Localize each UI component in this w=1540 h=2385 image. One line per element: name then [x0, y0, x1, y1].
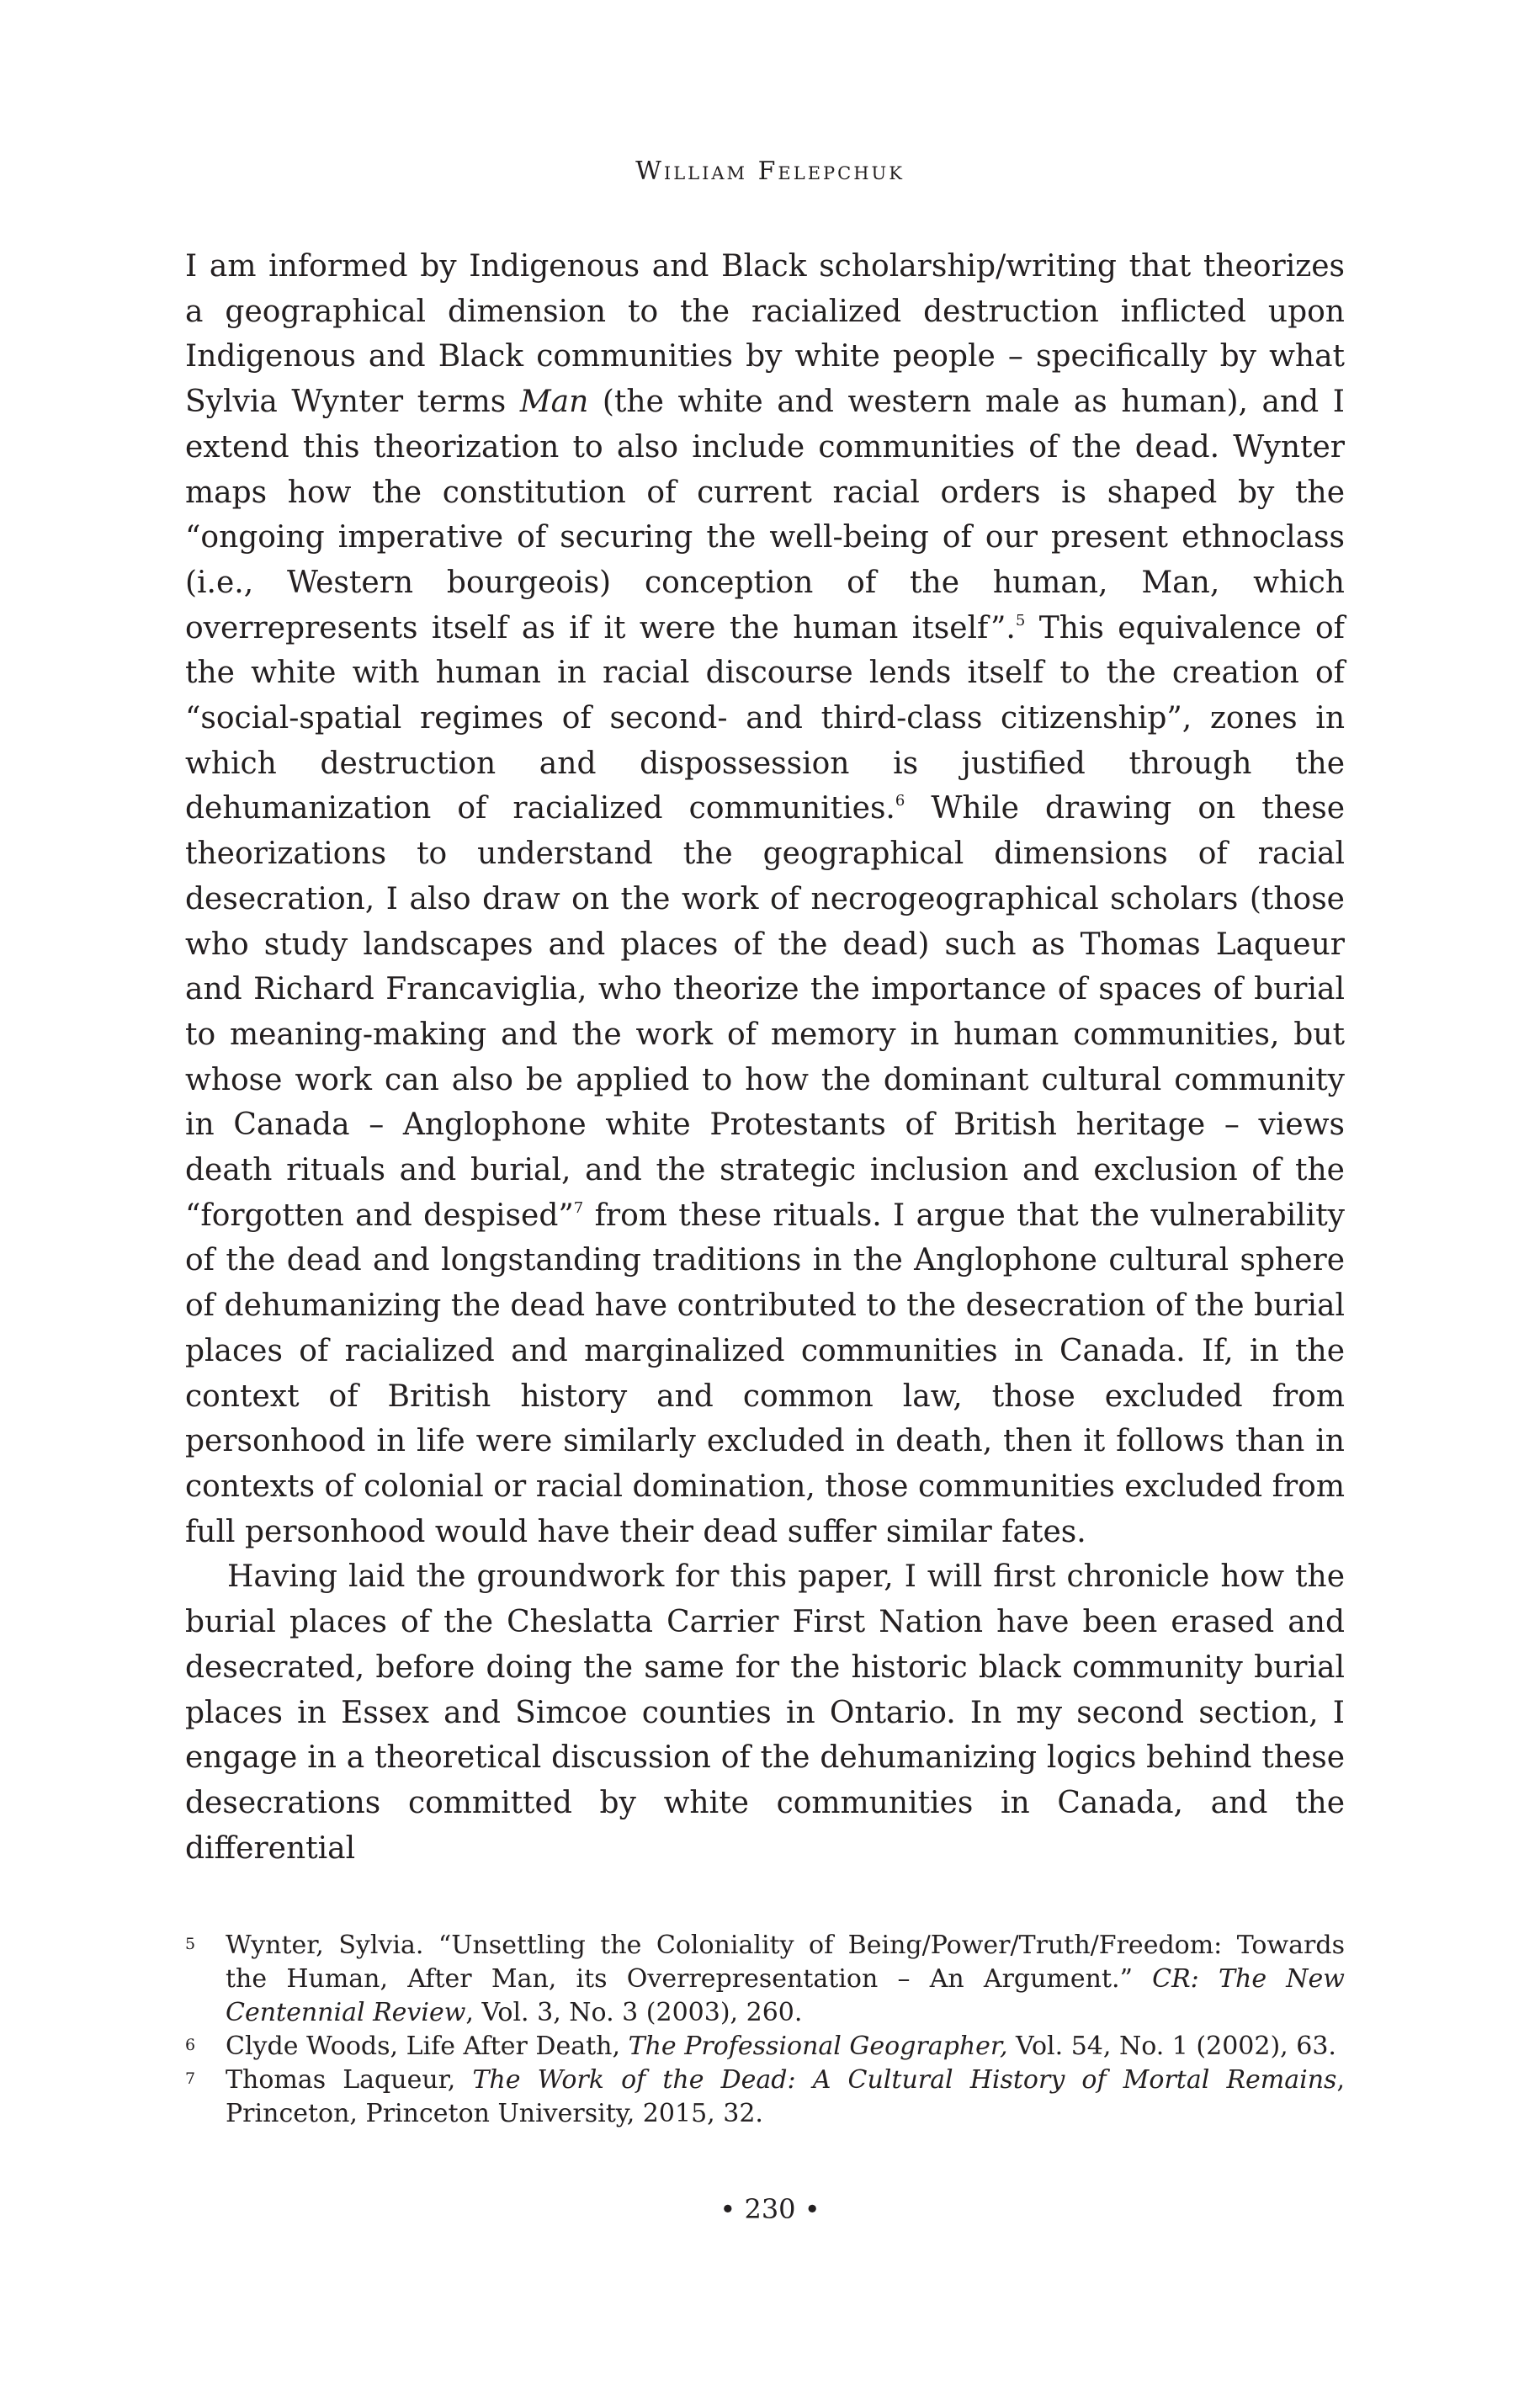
paragraph-1-text-b: (the white and western male as human), and I extend this theorization to also include communities of the dead. Wynter maps how the constitution of current racial orders is shaped by the “ongoing imperative of securing the well-being of our present ethnoclass (i.e., Western bourgeois) conception of the human, Man, which overrepresents itself as if it were the human itself”.	[185, 385, 1345, 645]
footnote-text: Wynter, Sylvia. “Unsettling the Coloniality of Being/Power/Truth/Freedom: Towards the Human, After Man, its Overrepresentation – An Argument.”	[226, 1931, 1345, 1994]
footnote-ref-6[interactable]: 6	[895, 792, 905, 810]
footnote-text: , Princeton, Princeton University, 2015, 32.	[226, 2065, 1345, 2128]
footnote-number: 5	[185, 1935, 196, 1953]
footnote-ref-5[interactable]: 5	[1015, 611, 1026, 629]
footnote-number: 6	[185, 2036, 196, 2054]
footnote-5	[185, 1929, 1345, 2030]
body-text	[185, 244, 1345, 1871]
paragraph-1-text-e: from these rituals. I argue that the vulnerability of the dead and longstanding traditions in the Anglophone cultural sphere of dehumanizing the dead have contributed to the desecration of the burial places of racialized and marginalized communities in Canada. If, in the context of British history and common law, those excluded from personhood in life were similarly excluded in death, then it follows than in contexts of colonial or racial domination, those communities excluded from full personhood would have their dead suffer similar fates.	[185, 1198, 1345, 1549]
footnote-6	[185, 2030, 1345, 2064]
footnote-number: 7	[185, 2069, 196, 2088]
paragraph-2: Having laid the groundwork for this paper, I will first chronicle how the burial places of the Cheslatta Carrier First Nation have been erased and desecrated, before doing the same for the historic black community burial places in Essex and Simcoe counties in Ontario. In my second section, I engage in a theoretical discussion of the dehumanizing logics behind these desecrations committed by white communities in Canada, and the differential	[185, 1559, 1345, 1866]
footnote-text: , Vol. 3, No. 3 (2003), 260.	[465, 1998, 803, 2027]
footnote-7	[185, 2064, 1345, 2131]
footnotes	[185, 1929, 1345, 2131]
footnote-ref-7[interactable]: 7	[573, 1198, 584, 1217]
footnote-text: Vol. 54, No. 1 (2002), 63.	[1007, 2032, 1336, 2061]
footnote-title: The Work of the Dead: A Cultural History of Mortal Remains	[472, 2065, 1337, 2095]
footnote-text: Thomas Laqueur,	[226, 2065, 473, 2095]
paragraph-1-text-c: This equivalence of the white with human in racial discourse lends itself to the creation of “social-spatial regimes of second- and third-class citizenship”, zones in which destruction and dispossession is justified through the dehumanization of racialized communities.	[185, 610, 1345, 826]
footnote-title: The Professional Geographer,	[628, 2032, 1008, 2061]
emphasis-man: Man	[519, 385, 589, 420]
page-number: • 230 •	[720, 2193, 820, 2225]
paragraph-1-text-d: While drawing on these theorizations to understand the geographical dimensions of racial desecration, I also draw on the work of necrogeographical scholars (those who study landscapes and places of the dead) such as Thomas Laqueur and Richard Francaviglia, who theorize the importance of spaces of burial to meaning-making and the work of memory in human communities, but whose work can also be applied to how the dominant cultural community in Canada – Anglophone white Protestants of British heritage – views death rituals and burial, and the strategic inclusion and exclusion of the “forgotten and despised”	[185, 791, 1345, 1233]
running-head: William Felepchuk	[635, 157, 905, 186]
footnote-title: CR: The New Centennial Review	[226, 1964, 1345, 2027]
paragraph-1-text-a: I am informed by Indigenous and Black scholarship/writing that theorizes a geographical dimension to the racialized destruction inflicted upon Indigenous and Black communities by white people – specifically by what Sylvia Wynter terms	[185, 249, 1345, 420]
paragraph-1	[185, 244, 1345, 1554]
footnote-text: Clyde Woods, Life After Death,	[226, 2032, 629, 2061]
